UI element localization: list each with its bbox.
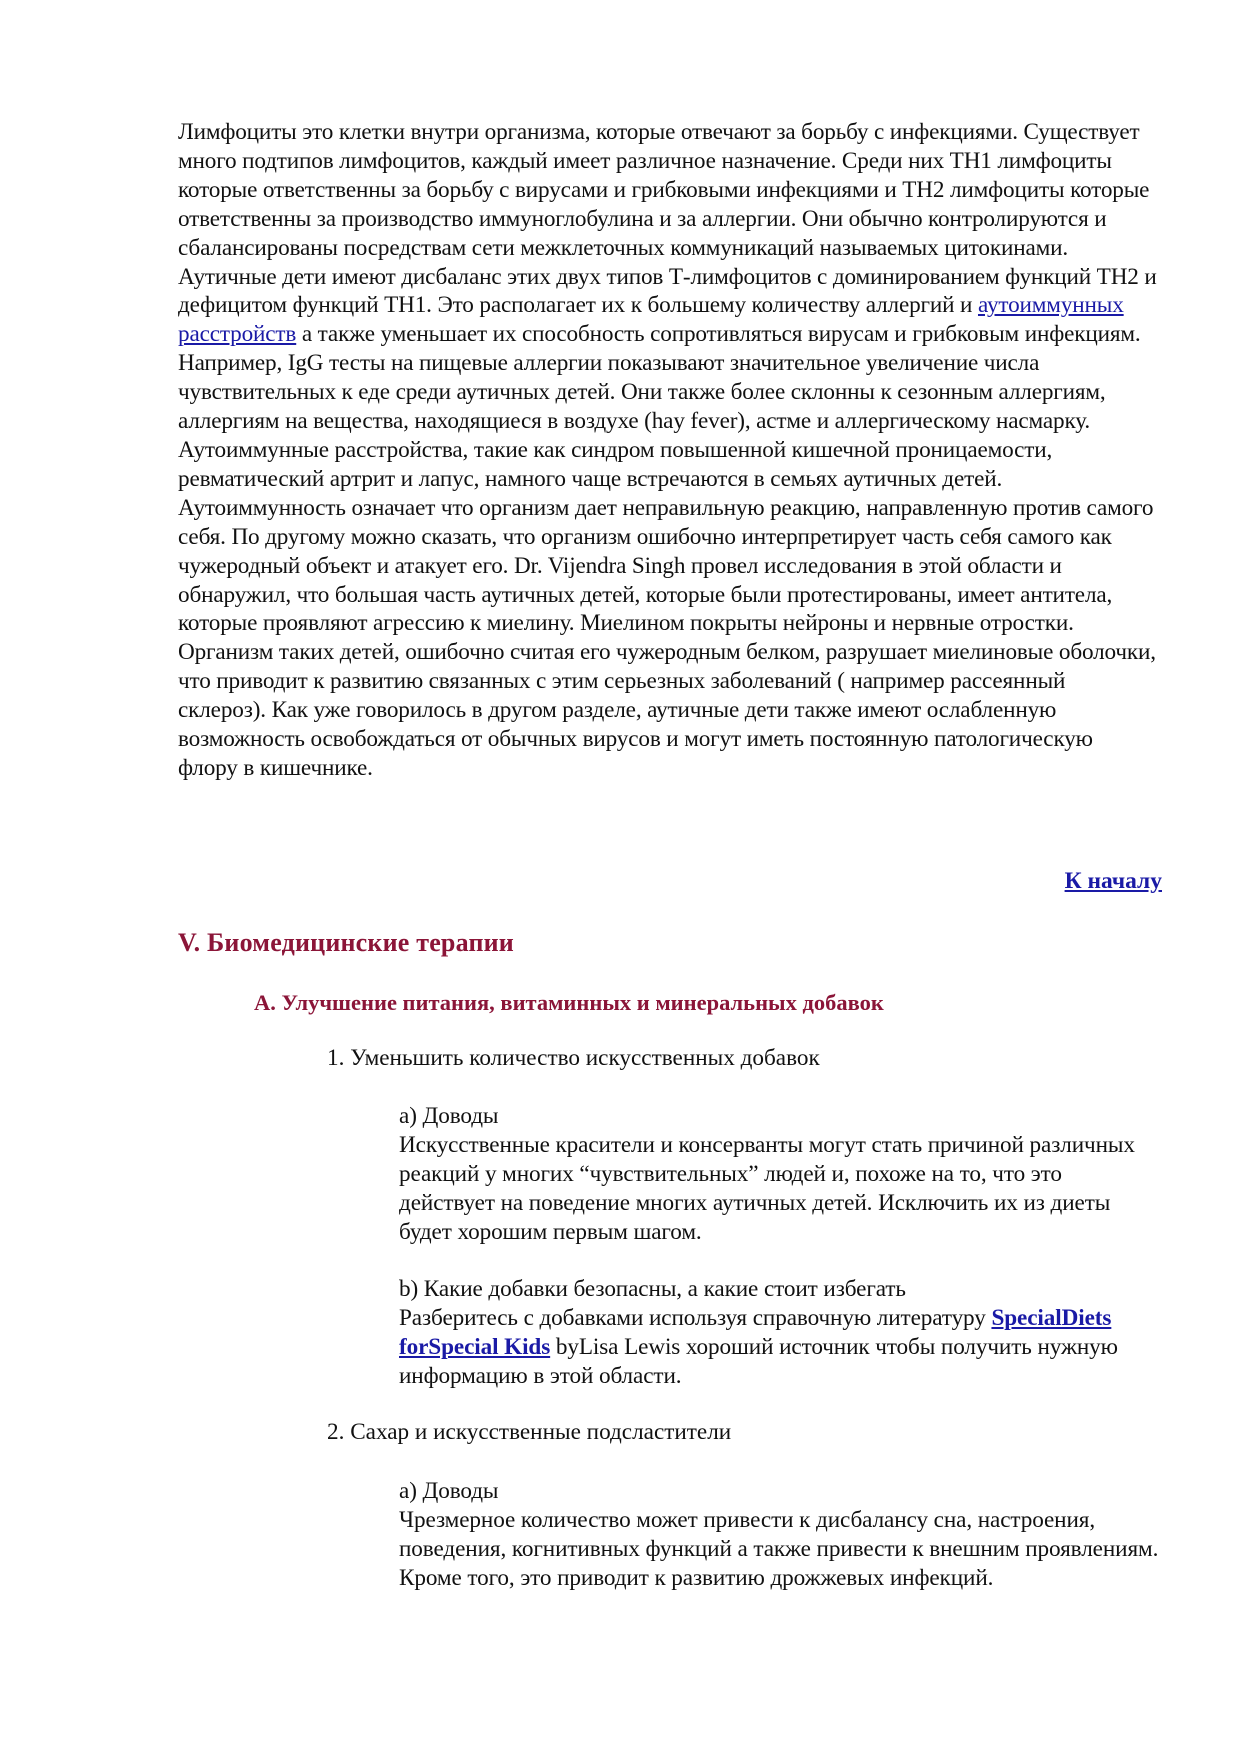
intro-text-part1: Лимфоциты это клетки внутри организма, которые отвечают за борьбу с инфекциями. Существует много подтипов лимфоцитов, каждый имеет различное назначение. Среди них TH1 лимфоциты которые ответственны за борьбу с вирусами и грибковыми инфекциями и TH2 лимфоциты которые ответственны за производство иммуноглобулина и за аллергии. Они обычно контролируются и сбалансированы посредствам сети межклеточных коммуникаций называемых цитокинами. Аутичные дети имеют дисбаланс этих двух типов Т-лимфоцитов с доминированием функций TH2 и дефицитом функций TH1. Это располагает их к большему количеству аллергий и <box>178 119 1157 319</box>
item-2-title: 2. Сахар и искусственные подсластители <box>327 1419 732 1445</box>
item-1b-body-post: byLisa Lewis хороший источник чтобы получить нужную информацию в этой области. <box>399 1334 1118 1389</box>
item-2a-heading: a) Доводы <box>399 1478 499 1504</box>
special-diets-book-link[interactable]: SpecialDiets forSpecial Kids <box>399 1305 1112 1360</box>
back-to-top-link[interactable]: К началу <box>1064 868 1162 894</box>
item-2a-block <box>399 1477 1159 1593</box>
item-1b-block <box>399 1275 1159 1391</box>
autoimmune-disorders-link[interactable]: аутоиммунных расстройств <box>178 292 1124 348</box>
item-1-title: 1. Уменьшить количество искусственных добавок <box>327 1045 820 1071</box>
intro-paragraph <box>178 118 1158 783</box>
item-1a-block <box>399 1102 1159 1247</box>
item-1b-heading: b) Какие добавки безопасны, а какие стоит избегать <box>399 1276 906 1302</box>
item-1a-heading: a) Доводы <box>399 1103 499 1129</box>
item-1b-body-pre: Разберитесь с добавками используя справочную литературу <box>399 1305 986 1331</box>
item-2a-body: Чрезмерное количество может привести к дисбалансу сна, настроения, поведения, когнитивных функций а также привести к внешним проявлениям. Кроме того, это приводит к развитию дрожжевых инфекций. <box>399 1507 1159 1591</box>
section-heading: V. Биомедицинские терапии <box>178 928 514 957</box>
subsection-heading: A. Улучшение питания, витаминных и минеральных добавок <box>254 990 884 1015</box>
intro-text-part2: а также уменьшает их способность сопротивляться вирусам и грибковым инфекциям. Например, IgG тесты на пищевые аллергии показывают значительное увеличение числа чувствительных к еде среди аутичных детей. Они также более склонны к сезонным аллергиям, аллергиям на вещества, находящиеся в воздухе (hay fever), астме и аллергическому насмарку. Аутоиммунные расстройства, такие как синдром повышенной кишечной проницаемости, ревматический артрит и лапус, намного чаще встречаются в семьях аутичных детей. Аутоиммунность означает что организм дает неправильную реакцию, направленную против самого себя. По другому можно сказать, что организм ошибочно интерпретирует часть себя самого как чужеродный объект и атакует его. Dr. Vijendra Singh провел исследования в этой области и обнаружил, что большая часть аутичных детей, которые были протестированы, имеет антитела, которые проявляют агрессию к миелину. Миелином покрыты нейроны и нервные отростки. Организм таких детей, ошибочно считая его чужеродным белком, разрушает миелиновые оболочки, что приводит к развитию связанных с этим серьезных заболеваний ( например рассеянный склероз). Как уже говорилось в другом разделе, аутичные дети также имеют ослабленную возможность освобождаться от обычных вирусов и могут иметь постоянную патологическую флору в кишечнике. <box>178 321 1156 781</box>
item-1a-body: Искусственные красители и консерванты могут стать причиной различных реакций у многих “чувствительных” людей и, похоже на то, что это действует на поведение многих аутичных детей. Исключить их из диеты будет хорошим первым шагом. <box>399 1132 1135 1245</box>
